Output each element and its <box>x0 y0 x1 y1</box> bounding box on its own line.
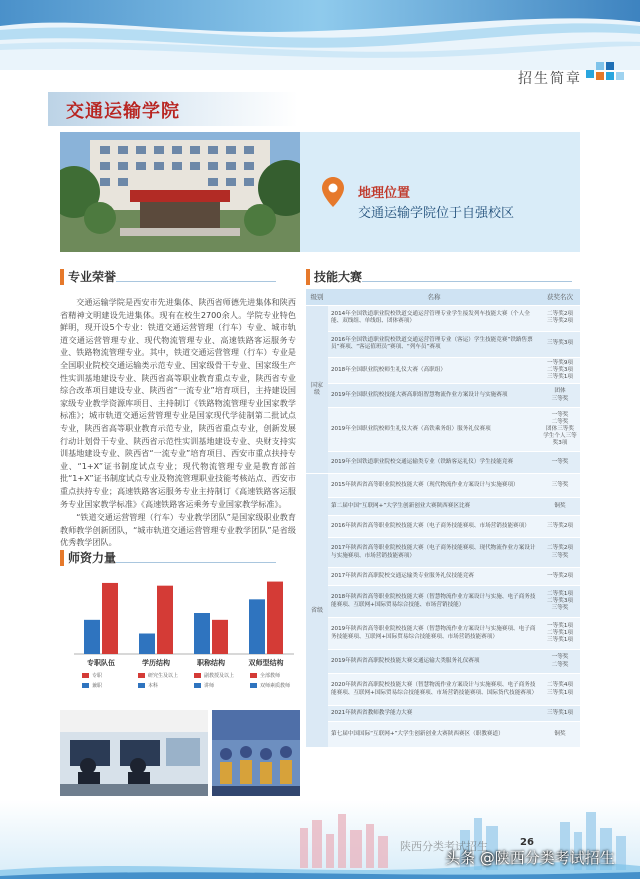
contest-name-cell: 2019年全国铁道职业院校交通运输类专业（铁路客运礼仪）学生技能竞赛 <box>328 452 540 474</box>
honor-heading-bar <box>60 268 300 286</box>
award-cell: 二等奖2项 三等奖2项 <box>540 305 580 331</box>
award-cell: 一等奖 二等奖 团体三等奖 学生个人三等奖3项 <box>540 408 580 452</box>
legend-label: 双师素质教师 <box>260 683 291 689</box>
award-cell: 铜奖 <box>540 722 580 748</box>
column-header-name: 名称 <box>328 289 540 305</box>
award-cell: 二等奖2项 三等奖 <box>540 538 580 568</box>
award-cell: 三等奖1项 <box>540 706 580 722</box>
location-text: 交通运输学院位于自强校区 <box>358 206 515 221</box>
contest-name-cell: 2020年陕西省高职院校技能大赛（智慧物流作业方案设计与实施赛项、电子商务技能赛项、互联网+国际贸易综合技能赛项、市场营销技能赛项、国际货代技能赛项） <box>328 674 540 706</box>
level-cell: 国家级 <box>306 305 328 474</box>
table-row <box>306 305 580 331</box>
table-row <box>306 722 580 748</box>
bar-1-1 <box>157 586 173 654</box>
watermark-text: 陕西分类考试招生 <box>400 840 488 853</box>
contest-name-cell: 2018年全国职业院校师生礼仪大赛（高职组） <box>328 357 540 384</box>
table-row <box>306 357 580 384</box>
honor-text <box>60 296 296 550</box>
table-row <box>306 618 580 650</box>
legend-swatch <box>250 673 257 678</box>
table-row <box>306 706 580 722</box>
legend-swatch <box>82 673 89 678</box>
contest-name-cell: 2016年陕西省高等职业院校技能大赛（电子商务技能赛项、市场营销技能赛项） <box>328 516 540 538</box>
table-row <box>306 568 580 586</box>
table-row <box>306 498 580 516</box>
bar-1-0 <box>139 634 155 655</box>
table-row <box>306 516 580 538</box>
honor-heading: 专业荣誉 <box>68 270 117 284</box>
legend-label: 讲师 <box>204 683 215 689</box>
bar-0-0 <box>84 620 100 654</box>
map-pin-icon <box>322 177 344 207</box>
award-cell: 二等奖1项 二等奖3项 三等奖 <box>540 586 580 618</box>
legend-label: 副教授及以上 <box>204 673 235 679</box>
legend-label: 本科 <box>148 683 159 689</box>
table-row <box>306 674 580 706</box>
category-label: 专职队伍 <box>87 659 115 667</box>
legend-item <box>250 682 290 689</box>
bar-2-1 <box>212 620 228 654</box>
award-cell: 一等奖1项 二等奖1项 三等奖1项 <box>540 618 580 650</box>
contest-name-cell: 2016年全国铁道职业院校铁道交通运营管理专业（客运）学生技能竞赛“铁路售票员”赛项、“客运值班员”赛项、“列车员”赛项 <box>328 331 540 357</box>
legend-item <box>138 672 178 679</box>
location-panel <box>300 132 580 252</box>
page-number: 26 <box>520 837 534 848</box>
legend-label: 兼职 <box>92 683 103 689</box>
bar-3-0 <box>249 599 265 654</box>
award-cell: 一等奖 二等奖 <box>540 650 580 674</box>
legend-swatch <box>250 683 257 688</box>
table-row <box>306 538 580 568</box>
contest-name-cell: 2017年陕西省高等职业院校技能大赛（电子商务技能赛项、现代物流作业方案设计与实施赛项、市场营销技能赛项） <box>328 538 540 568</box>
legend-swatch <box>194 683 201 688</box>
contest-name-cell: 第二届中国“互联网+”大学生创新创业大赛陕西赛区比赛 <box>328 498 540 516</box>
etiquette-contest-photo <box>212 710 300 796</box>
award-cell: 铜奖 <box>540 498 580 516</box>
legend-label: 全部教师 <box>260 673 281 679</box>
column-header-award: 获奖名次 <box>540 289 580 305</box>
legend-label: 研究生及以上 <box>148 673 179 679</box>
table-row <box>306 408 580 452</box>
award-cell: 三等奖 <box>540 474 580 498</box>
table-row <box>306 586 580 618</box>
category-label: 双师型结构 <box>248 659 284 667</box>
legend-swatch <box>138 673 145 678</box>
award-cell: 二等奖4项 三等奖1项 <box>540 674 580 706</box>
contest-name-cell: 2019年陕西省高职院校技能大赛交通运输大类服务礼仪赛项 <box>328 650 540 674</box>
contest-name-cell: 2019年陕西省高等职业院校技能大赛（智慧物流作业方案设计与实施赛项、电子商务技能赛项、互联网+国际贸易综合技能赛项、市场营销技能赛项） <box>328 618 540 650</box>
bar-0-1 <box>102 583 118 654</box>
contest-name-cell: 2021年陕西省教师教学能力大赛 <box>328 706 540 722</box>
legend-item <box>138 682 158 689</box>
legend-swatch <box>82 683 89 688</box>
contest-name-cell: 2014年全国铁道职业院校铁道交通运营管理专业学生接发列车技能大赛（个人全能、双线组、单线组、团体赛项） <box>328 305 540 331</box>
contest-name-cell: 2015年陕西省高等职业院校技能大赛（现代物流作业方案设计与实施赛项） <box>328 474 540 498</box>
bar-2-0 <box>194 613 210 654</box>
award-cell: 三等奖2项 <box>540 516 580 538</box>
honor-paragraph: “铁道交通运营管理（行车）专业教学团队”是国家级职业教育教师教学创新团队，“城市轨道交通运营管理专业教学团队”是省级优秀教学团队。 <box>60 512 296 548</box>
table-row <box>306 331 580 357</box>
legend-item <box>82 672 102 679</box>
platform-watermark: 头条 @陕西分类考试招生 <box>445 849 615 867</box>
contest-name-cell: 第七届中国国际“互联网+”大学生创新创业大赛陕西赛区（职教赛道） <box>328 722 540 748</box>
contest-name-cell: 2017年陕西省高职院校交通运输类专业服务礼仪技能竞赛 <box>328 568 540 586</box>
award-cell: 团体 三等奖 <box>540 384 580 408</box>
table-row <box>306 452 580 474</box>
category-label: 学历结构 <box>142 659 170 667</box>
contest-name-cell: 2018年陕西省高等职业院校技能大赛（智慧物流作业方案设计与实施、电子商务技能赛项、互联网+国际贸易综合技能、市场营销技能） <box>328 586 540 618</box>
award-cell: 一等奖 <box>540 452 580 474</box>
award-cell: 一等奖9项 二等奖3项 三等奖1项 <box>540 357 580 384</box>
level-cell: 省级 <box>306 474 328 748</box>
skills-heading: 技能大赛 <box>314 270 363 284</box>
table-header-row <box>306 289 580 305</box>
table-row <box>306 474 580 498</box>
decorative-squares <box>586 62 626 88</box>
legend-item <box>194 682 214 689</box>
faculty-heading-bar <box>60 549 300 567</box>
honor-paragraph: 交通运输学院是西安市先进集体、陕西省师德先进集体和陕西省精神文明建设先进集体。现有在校生2700余人。学院专业特色鲜明，现开设5个专业：铁道交通运营管理（行车）专业、城市轨道交通运营管理专业、现代物流管理专业、高速铁路客运服务专业、铁路物流管理专业。其中，铁道交通运营管理（行车）专业是全国职业院校交通运输类示范专业、国家级骨干专业、国家级生产性实训基地建设专业、陕西省高等职业教育重点专业，陕西省专业综合改革项目建设专业、陕西省“一流专业”培育项目，主持建设国家级专业教学资源库项目、主持制订《铁路物流管理专业国家教学标准》；城市轨道交通运营管理专业是国家现代学徒制第二批试点专业，陕西省高等职业教育示范专业，陕西省重点专业，创新发展行动计划骨干专业、陕西省示范性实训基地建设专业、央财支持实训基地建设专业、陕西省“一流专业”培育项目、西安市重点扶持专业、“1+X”证书制度试点专业；现代物流管理专业是教育部首批“1+X”证书制度试点专业及物流管理职业技能考核站点、西安市重点扶持专业；高速铁路客运服务专业主持制订《高速铁路客运服务专业国家教学标准》《高速铁路客运乘务专业国家教学标准》。 <box>60 297 296 509</box>
legend-swatch <box>138 683 145 688</box>
legend-swatch <box>194 673 201 678</box>
legend-item <box>250 672 280 679</box>
category-label: 职称结构 <box>197 659 225 667</box>
bar-3-1 <box>267 582 283 654</box>
award-cell: 三等奖3项 <box>540 331 580 357</box>
award-cell: 一等奖2项 <box>540 568 580 586</box>
department-title: 交通运输学院 <box>66 101 180 122</box>
table-row <box>306 384 580 408</box>
skills-table <box>306 289 580 748</box>
legend-item <box>194 672 234 679</box>
chapter-label: 招生简章 <box>518 71 582 87</box>
department-title-banner <box>48 92 298 126</box>
legend-label: 专职 <box>92 673 103 679</box>
table-row <box>306 650 580 674</box>
location-title: 地理位置 <box>358 186 411 201</box>
campus-building-photo <box>60 132 300 252</box>
skills-heading-bar <box>306 268 580 286</box>
legend-item <box>82 682 102 689</box>
faculty-heading: 师资力量 <box>68 551 117 565</box>
top-wave-banner <box>0 0 640 70</box>
column-header-level: 级别 <box>306 289 328 305</box>
contest-name-cell: 2019年全国职业院校技能大赛高职组智慧物流作业方案设计与实施赛项 <box>328 384 540 408</box>
training-photo <box>60 710 208 796</box>
contest-name-cell: 2019年全国职业院校师生礼仪大赛（高铁乘务组）服务礼仪赛项 <box>328 408 540 452</box>
